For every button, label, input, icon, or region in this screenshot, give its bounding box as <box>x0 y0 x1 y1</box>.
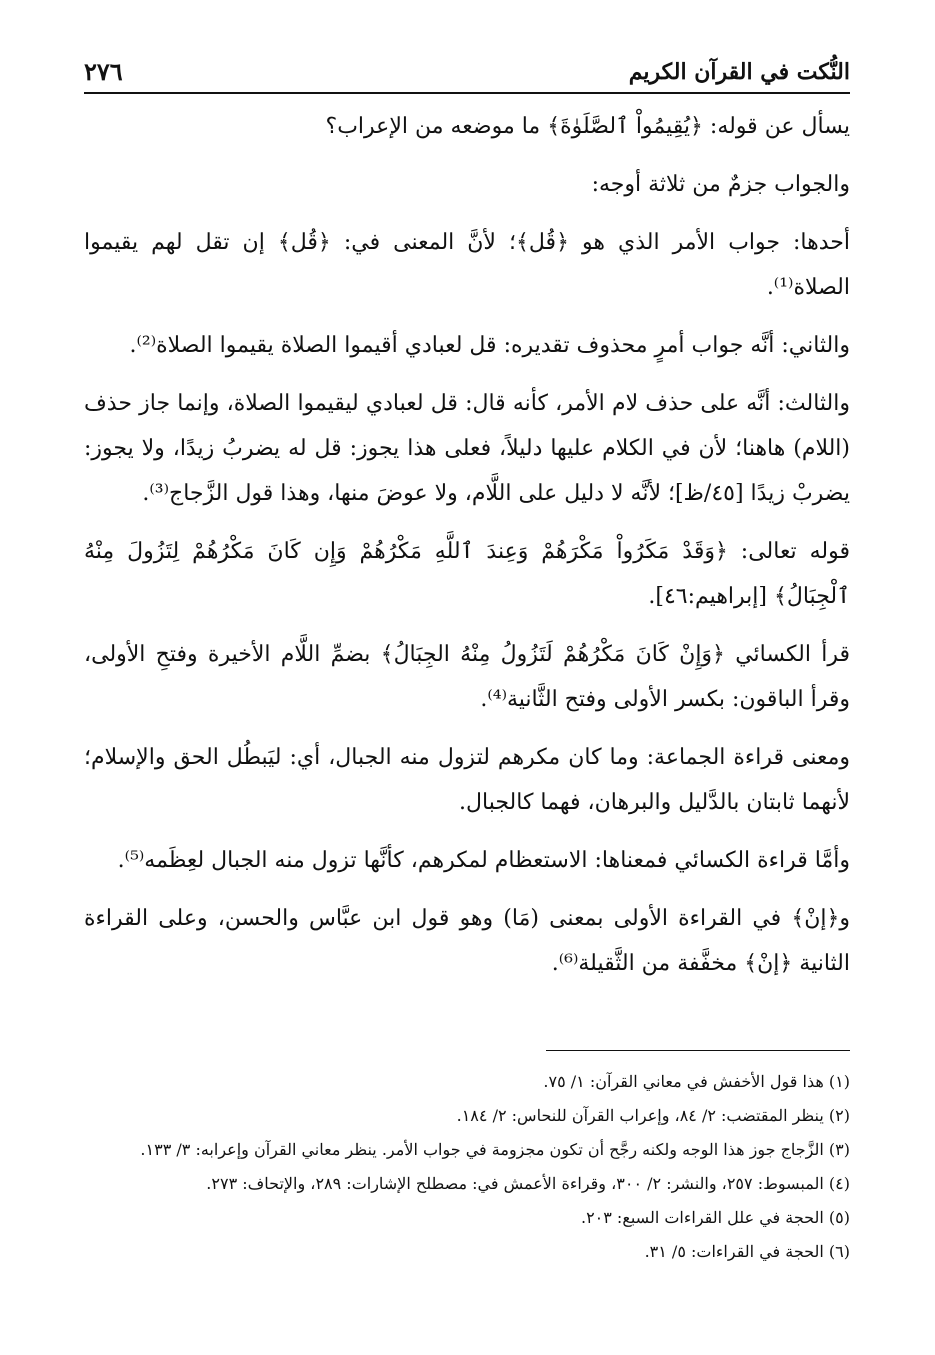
footnote-1: (١) هذا قول الأخفش في معاني القرآن: ١/ ٧٥. <box>543 1072 850 1091</box>
footnote-6: (٦) الحجة في القراءات: ٥/ ٣١. <box>644 1242 850 1261</box>
page-number: ٢٧٦ <box>84 56 123 86</box>
paragraph-in-particle: و﴿إنْ﴾ في القراءة الأولى بمعنى (مَا) وهو قول ابن عبَّاس والحسن، وعلى القراءة الثانية ﴿إنْ﴾ مخفَّفة من الثَّقيلة⁽⁶⁾. <box>84 906 850 976</box>
footnotes <box>84 1065 850 1269</box>
book-title: النُّكت في القرآن الكريم <box>628 58 850 85</box>
paragraph-first-view: أحدها: جواب الأمر الذي هو ﴿قُل﴾؛ لأنَّ المعنى في: ﴿قُل﴾ إن تقل لهم يقيموا الصلاة⁽¹⁾. <box>84 230 850 300</box>
footnote-separator <box>546 1050 850 1051</box>
paragraph-third-view: والثالث: أنَّه على حذف لام الأمر، كأنه قال: قل لعبادي ليقيموا الصلاة، وإنما جاز حذف (اللام) هاهنا؛ لأن في الكلام عليها دليلاً، فعلى هذا يجوز: قل له يضربُ زيدًا، ولا يجوز: يضربْ زيدًا [٤٥/ظ]؛ لأنَّه لا دليل على اللَّام، ولا عوضَ منها، وهذا قول الزَّجاج⁽³⁾. <box>84 391 850 506</box>
paragraph-readings: قرأ الكسائي ﴿وَإِنْ كَانَ مَكْرُهُمْ لَتَزُولُ مِنْهُ الجِبَالُ﴾ بضمِّ اللَّام الأخيرة وفتحِ الأولى، وقرأ الباقون: بكسر الأولى وفتح الثَّانية⁽⁴⁾. <box>84 642 850 712</box>
footnote-2: (٢) ينظر المقتضب: ٢/ ٨٤، وإعراب القرآن للنحاس: ٢/ ١٨٤. <box>456 1106 850 1125</box>
main-text <box>84 104 850 999</box>
footnote-3: (٣) الزَّجاج جوز هذا الوجه ولكنه رجَّح أن تكون مجزومة في جواب الأمر. ينظر معاني القرآن وإعرابه: ٣/ ١٣٣. <box>140 1140 850 1159</box>
paragraph-kisai-reading: وأمَّا قراءة الكسائي فمعناها: الاستعظام لمكرهم، كأنَّها تزول منه الجبال لعِظَمه⁽⁵⁾. <box>117 848 850 873</box>
footnote-5: (٥) الحجة في علل القراءات السبع: ٢٠٣. <box>580 1208 850 1227</box>
paragraph-question: يسأل عن قوله: ﴿يُقِيمُواْ ٱلصَّلَوٰةَ﴾ ما موضعه من الإعراب؟ <box>325 114 850 139</box>
paragraph-second-view: والثاني: أنَّه جواب أمرٍ محذوف تقديره: قل لعبادي أقيموا الصلاة يقيموا الصلاة⁽²⁾. <box>129 333 850 358</box>
paragraph-meaning: ومعنى قراءة الجماعة: وما كان مكرهم لتزول منه الجبال، أي: ليَبطُل الحق والإسلام؛ لأنهما ثابتان بالدَّليل والبرهان، فهما كالجبال. <box>84 745 850 815</box>
paragraph-answer-intro: والجواب جزمٌ من ثلاثة أوجه: <box>591 172 850 197</box>
running-header <box>84 42 850 94</box>
paragraph-verse: قوله تعالى: ﴿وَقَدْ مَكَرُواْ مَكْرَهُمْ وَعِندَ ٱللَّهِ مَكْرُهُمْ وَإِن كَانَ مَكْرُهُمْ لِتَزُولَ مِنْهُ ٱلْجِبَالُ﴾ [إبراهيم:٤٦]. <box>84 539 850 609</box>
footnote-4: (٤) المبسوط: ٢٥٧، والنشر: ٢/ ٣٠٠، وقراءة الأعمش في: مصطلح الإشارات: ٢٨٩، والإتحاف: ٢٧٣. <box>206 1174 850 1193</box>
